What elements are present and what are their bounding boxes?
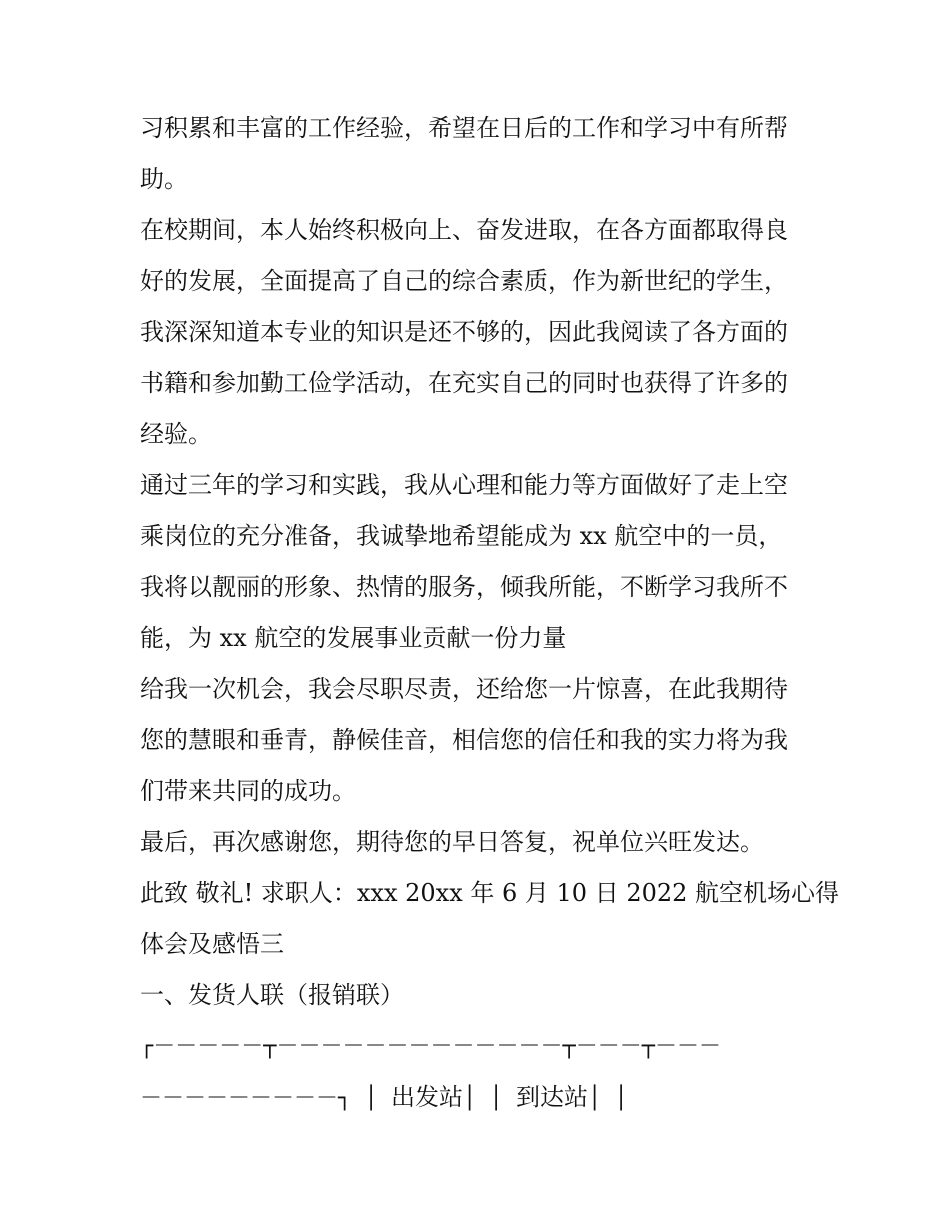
table-border-top: ┌－－－－－┬－－－－－－－－－－－－－┬－－－┬－－－ — [140, 1034, 721, 1059]
text-line-2: 助。 — [140, 165, 188, 193]
table-separator: │ — [489, 1086, 503, 1111]
table-separator: │ — [614, 1086, 628, 1111]
text-line-5: 我深深知道本专业的知识是还不够的，因此我阅读了各方面的 — [140, 318, 788, 346]
table-header-row — [140, 1072, 820, 1123]
text-line-17: 体会及感悟三 — [140, 930, 284, 958]
table-separator: │ — [588, 1086, 602, 1111]
text-line-9: 乘岗位的充分准备，我诚挚地希望能成为 xx 航空中的一员， — [140, 522, 783, 550]
table-separator: │ — [364, 1086, 378, 1111]
text-line-15: 最后，再次感谢您，期待您的早日答复，祝单位兴旺发达。 — [140, 828, 764, 856]
table-separator: │ — [463, 1086, 477, 1111]
section-heading: 一、发货人联（报销联） — [140, 981, 404, 1009]
document-body — [140, 103, 840, 1123]
text-line-11: 能，为 xx 航空的发展事业贡献一份力量 — [140, 624, 567, 652]
departure-station-label: 出发站 — [391, 1083, 463, 1111]
text-line-16: 此致 敬礼! 求职人：xxx 20xx 年 6 月 10 日 2022 航空机场心得 — [140, 879, 840, 907]
text-line-4: 好的发展，全面提高了自己的综合素质，作为新世纪的学生， — [140, 267, 788, 295]
text-line-8: 通过三年的学习和实践，我从心理和能力等方面做好了走上空 — [140, 471, 788, 499]
text-line-13: 您的慧眼和垂青，静候佳音，相信您的信任和我的实力将为我 — [140, 726, 788, 754]
text-line-3: 在校期间，本人始终积极向上、奋发进取，在各方面都取得良 — [140, 216, 788, 244]
text-line-12: 给我一次机会，我会尽职尽责，还给您一片惊喜，在此我期待 — [140, 675, 788, 703]
text-line-7: 经验。 — [140, 420, 212, 448]
table-border-continuation: －－－－－－－－－┐ — [140, 1086, 352, 1111]
text-line-6: 书籍和参加勤工俭学活动，在充实自己的同时也获得了许多的 — [140, 369, 788, 397]
arrival-station-label: 到达站 — [516, 1083, 588, 1111]
text-line-1: 习积累和丰富的工作经验，希望在日后的工作和学习中有所帮 — [140, 114, 788, 142]
text-line-14: 们带来共同的成功。 — [140, 777, 356, 805]
text-line-10: 我将以靓丽的形象、热情的服务，倾我所能，不断学习我所不 — [140, 573, 788, 601]
